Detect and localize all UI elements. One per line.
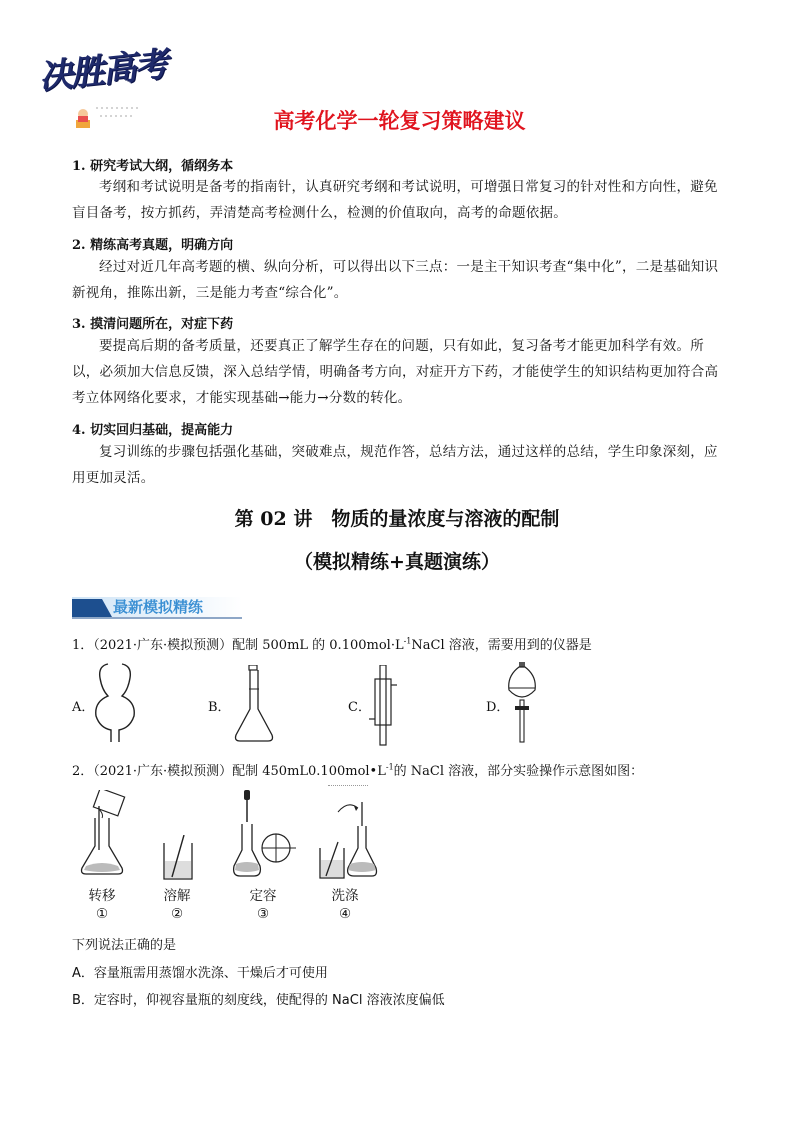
make-to-volume-illustration [232, 788, 298, 886]
banner-title: 最新模拟精练 [113, 598, 204, 616]
section-4-heading: 4. 切实回归基础，提高能力 [72, 423, 234, 438]
section-3-body: 要提高后期的备考质量，还要真正了解学生存在的问题，只有如此，复习备考才能更加科学有效。所以，必须加大信息反馈，深入总结学情，明确备考方向，对症开方下药，才能使学生的知识结构更加符合高考立体网络化要求，才能实现基础→能力→分数的转化。 [72, 338, 719, 406]
round-bottom-flask-icon [92, 662, 138, 744]
separatory-funnel-icon [505, 662, 539, 744]
q1-option-a-label: A． [72, 700, 95, 715]
q1-option-c-label: C． [348, 700, 371, 715]
section-4-body: 复习训练的步骤包括强化基础，突破难点，规范作答，总结方法，通过这样的总结，学生印象深刻，应用更加灵活。 [72, 444, 718, 486]
transfer-illustration [78, 790, 128, 886]
q2-choice-b: B．定容时，仰视容量瓶的刻度线，使配得的 NaCl 溶液浓度偏低 [72, 993, 445, 1008]
q2-choice-a: A．容量瓶需用蒸馏水洗涤、干燥后才可使用 [72, 966, 328, 981]
q1-option-d-label: D． [486, 700, 510, 715]
logo-text: 决胜高考 [36, 44, 169, 98]
section-2-body: 经过对近几年高考题的横、纵向分析，可以得出以下三点：一是主干知识考查“集中化”，二是基础知识新视角，推陈出新，三是能力考查“综合化”。 [72, 259, 719, 301]
step-4-label: 洗涤 ④ [331, 888, 359, 922]
wash-illustration [318, 796, 378, 886]
dissolve-illustration [160, 835, 196, 881]
question-1-stem: 1．（2021·广东·模拟预测）配制 500mL 的 $0.100mol\cdot L^{-1}NaCl$ 溶液，需要用到的仪器是 [72, 636, 592, 653]
question-2-stem: 2．（2021·广东·模拟预测）配制 $450mL0.100mol•L^{-1}$的 NaCl 溶液，部分实验操作示意图如图： [72, 762, 644, 779]
dotted-divider [328, 785, 368, 786]
section-1-body: 考纲和考试说明是备考的指南针，认真研究考纲和考试说明，可增强日常复习的针对性和方向性，避免盲目备考，按方抓药，弄清楚高考检测什么，检测的价值取向，高考的命题依据。 [72, 179, 718, 221]
q1-option-b-label: B． [208, 700, 231, 715]
step-2-label: 溶解 ② [163, 888, 191, 922]
question-2-prompt: 下列说法正确的是 [72, 938, 177, 953]
section-1-heading: 1. 研究考试大纲，循纲务本 [72, 159, 234, 174]
step-3-label: 定容 ③ [249, 888, 277, 922]
condenser-icon [368, 665, 398, 747]
lecture-title: 第 02 讲 物质的量浓度与溶液的配制 [234, 508, 560, 530]
section-2-heading: 2. 精练高考真题，明确方向 [72, 238, 234, 253]
section-3-heading: 3. 摸清问题所在，对症下药 [72, 317, 234, 332]
volumetric-flask-icon [232, 665, 276, 745]
lecture-subtitle: （模拟精练+真题演练） [294, 551, 500, 573]
step-1-label: 转移 ① [88, 888, 116, 922]
document-title: 高考化学一轮复习策略建议 [273, 109, 526, 133]
